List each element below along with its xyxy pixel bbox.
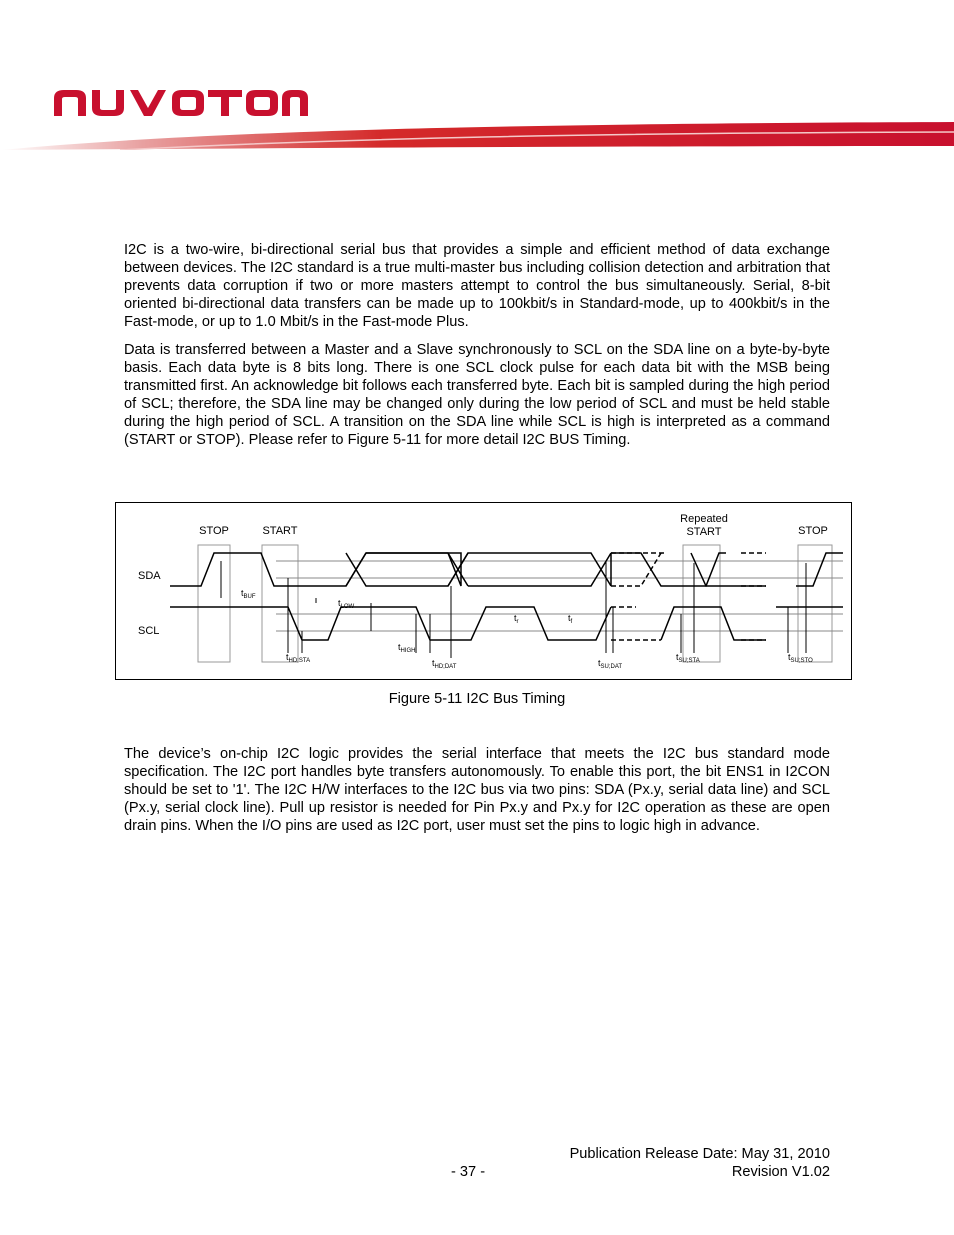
footer-revision: Revision V1.02 [731, 1164, 830, 1180]
svg-text:tLOW: $t_{LOW}$ [338, 598, 355, 610]
label-start: START [262, 525, 298, 537]
svg-text:tSU;DAT: $t_{SU;DAT}$ [598, 658, 623, 670]
svg-text:tr: $t_r$ [514, 613, 519, 625]
i2c-timing-figure [115, 502, 852, 680]
label-scl: SCL [138, 625, 160, 637]
label-sda: SDA [138, 570, 161, 582]
svg-text:tHD;DAT: $t_{HD;DAT}$ [432, 658, 457, 670]
label-group [138, 513, 828, 637]
i2c-timing-diagram [116, 503, 853, 681]
svg-text:tSU;STA: $t_{SU;STA}$ [676, 652, 700, 664]
svg-text:tf: $t_f$ [568, 613, 573, 625]
threshold-lines [276, 561, 843, 631]
figure-caption: Figure 5-11 I2C Bus Timing [388, 691, 566, 707]
svg-text:tHD;STA: $t_{HD;STA}$ [286, 652, 311, 664]
page-header [0, 0, 954, 150]
footer-page-number: - 37 - [451, 1164, 486, 1180]
scl-waveform [170, 607, 611, 640]
footer-release-date: Publication Release Date: May 31, 2010 [569, 1146, 830, 1162]
nuvoton-logo [52, 86, 312, 118]
sda-waveform [170, 553, 461, 586]
label-repeated: Repeated [680, 513, 728, 525]
label-stop-1: STOP [199, 525, 229, 537]
header-banner [0, 0, 954, 150]
highlight-boxes [198, 545, 832, 662]
svg-text:tHIGH: $t_{HIGH}$ [398, 642, 416, 654]
svg-text:tSU;STO: $t_{SU;STO}$ [788, 652, 813, 664]
label-repeated-start: START [686, 526, 722, 538]
timing-labels [241, 588, 813, 670]
label-stop-2: STOP [798, 525, 828, 537]
timing-markers [221, 561, 806, 658]
paragraph-i2c-logic: The device’s on-chip I2C logic provides the serial interface that meets the I2C bus standard mode specification. The I2C port handles byte transfers autonomously. To enable this port, the bit ENS1 in I2CON should be set to '1'. The I2C H/W interfaces to the I2C bus via two pins: SDA (Px.y, serial data line) and SCL (Px.y, serial clock line). Pull up resistor is needed for Pin Px.y and Px.y for I2C operation as these are open drain pins. When the I/O pins are used as I2C port, user must set the pins to logic high in advance. [124, 746, 830, 834]
paragraph-i2c-intro: I2C is a two-wire, bi-directional serial bus that provides a simple and efficient method of data exchange between devices. The I2C standard is a true multi-master bus including collision detection and arbitration that prevents data corruption if two or more masters attempt to control the bus simultaneously. Serial, 8-bit oriented bi-directional data transfers can be made up to 100kbit/s in Standard-mode, up to 400kbit/s in the Fast-mode, or up to 1.0 Mbit/s in the Fast-mode Plus. [124, 242, 830, 330]
paragraph-data-transfer: Data is transferred between a Master and a Slave synchronously to SCL on the SDA line on a byte-by-byte basis. Each data byte is 8 bits long. There is one SCL clock pulse for each data bit with the MSB being transmitted first. An acknowledge bit follows each transferred byte. Each bit is sampled during the high period of SCL; therefore, the SDA line may be changed only during the low period of SCL and must be held stable during the high period of SCL. A transition on the SDA line while SCL is high is interpreted as a command (START or STOP). Please refer to Figure 5-11 for more detail I2C BUS Timing. [124, 342, 830, 448]
svg-text:tBUF: $t_{BUF}$ [241, 588, 256, 600]
